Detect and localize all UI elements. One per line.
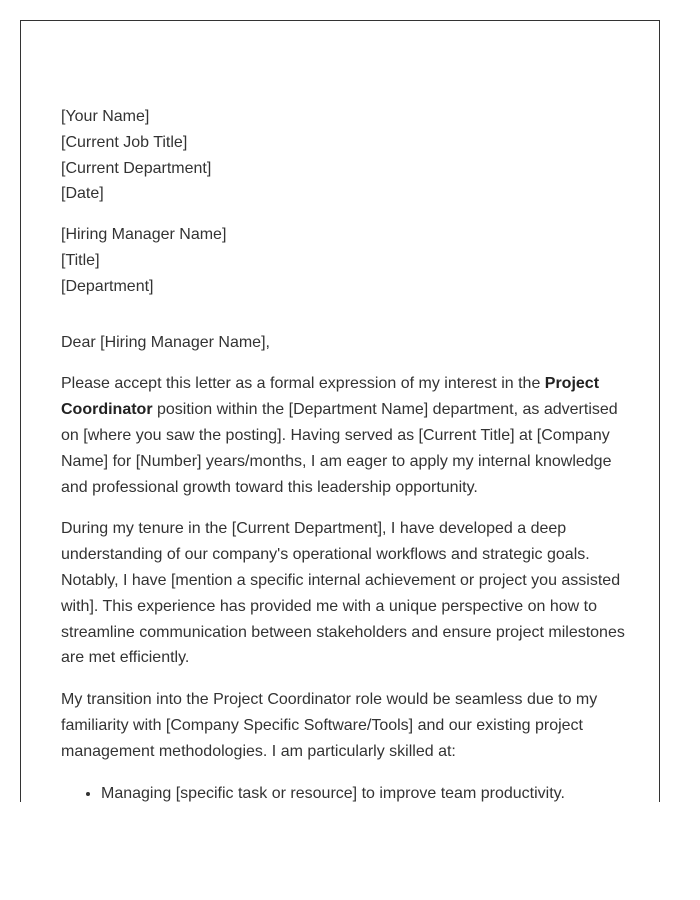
skills-list-item: • Managing [specific task or resource] to improve team productivity. [101,781,631,802]
paragraph-experience: During my tenure in the [Current Department], I have developed a deep understanding of our company's operational workflows and strategic goals. Notably, I have [mention a specific internal achievement or project you assisted with]. This experience has provided me with a unique perspective on how to streamline communication between stakeholders and ensure project milestones are met efficiently. [61,520,625,667]
sender-department: [Current Department] [61,159,212,177]
letter-body [61,104,631,802]
paragraph-intro-end: position within the [Department Name] department, as advertised on [where you saw the posting]. Having served as [Current Title] at [Company Name] for [Number] years/months, I am eager to apply my internal knowledge and professional growth toward this leadership opportunity. [61,401,618,496]
paragraph-skills: My transition into the Project Coordinator role would be seamless due to my familiarity with [Company Specific Software/Tools] and our existing project management methodologies. I am particularly skilled at: [61,691,598,760]
position-name: Project Coordinator [61,375,600,419]
sender-job-title: [Current Job Title] [61,133,188,151]
recipient-name: [Hiring Manager Name] [61,226,227,244]
paragraph-intro-start: Please accept this letter as a formal expression of my interest in the [61,375,545,393]
letter-date: [Date] [61,185,104,203]
sender-name: [Your Name] [61,108,150,125]
recipient-block [61,222,631,299]
paragraph-intro [61,371,631,500]
skills-list [61,781,631,802]
letter-page [20,20,660,802]
sender-block [61,104,631,207]
recipient-department: [Department] [61,277,154,295]
recipient-title: [Title] [61,251,100,269]
salutation: Dear [Hiring Manager Name], [61,333,270,351]
